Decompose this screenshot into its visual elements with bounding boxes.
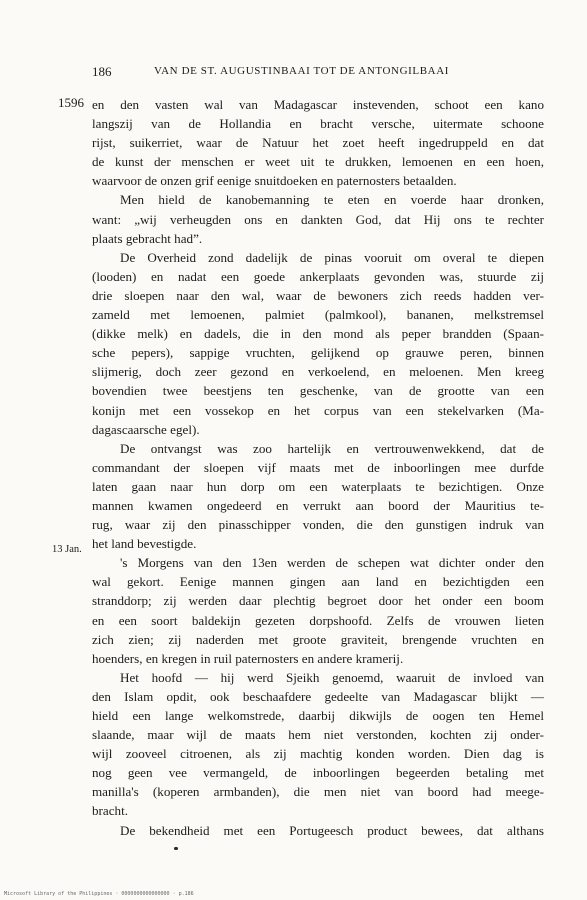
text-line: nog geen vee vermangeld, de inboorlingen begeerden betaling met: [92, 765, 544, 781]
page-number: 186: [92, 64, 112, 79]
text-line: commandant der sloepen vijf maats met de inboorlingen mee durfde: [92, 459, 544, 475]
text-line: De bekendheid met een Portugeesch product bewees, dat althans: [120, 822, 544, 838]
text-line: mannen kwamen ongedeerd en verrukt aan boord der Mauritius te-: [92, 497, 544, 513]
text-line: sche pepers), sappige vruchten, gelijkend op grauwe peren, binnen: [92, 345, 544, 361]
page-header: [92, 64, 547, 80]
text-line: (dikke melk) en dadels, die in den mond als peper brandden (Spaan-: [92, 326, 544, 342]
text-line: langszij van de Hollandia en bracht versche, uitermate schoone: [92, 116, 544, 132]
text-line: want: „wij verheugden ons en dankten God, dat Hij ons te rechter: [92, 211, 544, 227]
text-line: De Overheid zond dadelijk de pinas vooruit om overal te diepen: [120, 249, 544, 265]
margin-year: 1596: [58, 95, 84, 110]
text-line: rug, waar zij den pinasschipper vonden, die den gunstigen indruk van: [92, 517, 544, 533]
scan-footer: Microsoft Library of the Philippines · 0000000000000000 · p.186: [4, 891, 194, 897]
text-line: hield een lange welkomstrede, daarbij dikwijls de oogen ten Hemel: [92, 708, 544, 723]
text-line: zich zien; zij naderden met groote graviteit, brengende vruchten en: [92, 631, 544, 647]
text-line: Het hoofd — hij werd Sjeikh genoemd, waaruit de invloed van: [120, 669, 544, 685]
text-line: bovendien twee beestjens ten geschenke, van de grootte van een: [92, 383, 544, 399]
ink-speck: [174, 847, 178, 850]
text-line: (looden) en nadat een goede ankerplaats gevonden was, stuurde zij: [92, 268, 544, 284]
text-line: den Islam opdit, ook beschaafdere gedeelte van Madagascar blijkt —: [92, 688, 544, 704]
text-line: het land bevestigde.: [92, 536, 197, 552]
text-line: manilla's (koperen armbanden), die men niet van boord had meege-: [92, 784, 544, 800]
running-title: VAN DE ST. AUGUSTINBAAI TOT DE ANTONGILBAAI: [154, 65, 449, 77]
text-line: rijst, suikerriet, waar de Natuur het zoet heeft ingedruppeld en dat: [92, 135, 544, 151]
text-line: konijn met een vossekop en het corpus van een stekelvarken (Ma-: [92, 402, 544, 418]
text-line: de kunst der menschen er weet uit te drukken, lemoenen en een hoen,: [92, 154, 544, 170]
margin-date: 13 Jan.: [52, 544, 82, 555]
text-line: Men hield de kanobemanning te eten en voerde haar dronken,: [120, 192, 544, 208]
text-line: en den vasten wal van Madagascar instevenden, schoot een kano: [92, 97, 544, 112]
text-line: zameld met lemoenen, palmiet (palmkool), bananen, melkstremsel: [92, 307, 544, 323]
text-line: slijmerig, doch zeer gezond en verkoelend, en meloenen. Men kreeg: [92, 364, 544, 380]
text-line: wijl zooveel citroenen, als zij machtig konden worden. Dien dag is: [92, 746, 544, 762]
text-line: 's Morgens van den 13en werden de schepen wat dichter onder den: [120, 555, 544, 571]
text-line: hoenders, en kregen in ruil paternosters en andere kramerij.: [92, 650, 404, 666]
text-line: slaande, maar wijl de maats hem niet verstonden, kochten zij onder-: [92, 727, 544, 743]
text-line: dagascaarsche egel).: [92, 421, 200, 437]
body-text: [92, 95, 544, 840]
text-line: De ontvangst was zoo hartelijk en vertrouwenwekkend, dat de: [120, 440, 544, 456]
text-line: laten gaan naar hun dorp om een waterplaats te bezichtigen. Onze: [92, 478, 544, 494]
text-line: en een soort baldekijn gezeten dorpshoofd. Zelfs de vrouwen lieten: [92, 612, 544, 628]
text-line: wal gekort. Eenige mannen gingen aan land en bezichtigden een: [92, 574, 544, 590]
text-line: waarvoor de onzen grif eenige snuitdoeken en paternosters betaalden.: [92, 173, 457, 189]
text-line: plaats gebracht had”.: [92, 230, 203, 246]
text-line: stranddorp; zij werden daar plechtig begroet door het onder een boom: [92, 593, 544, 609]
text-line: bracht.: [92, 803, 128, 819]
text-line: drie sloepen naar den wal, waar de bewoners zich reeds hadden ver-: [92, 287, 544, 303]
